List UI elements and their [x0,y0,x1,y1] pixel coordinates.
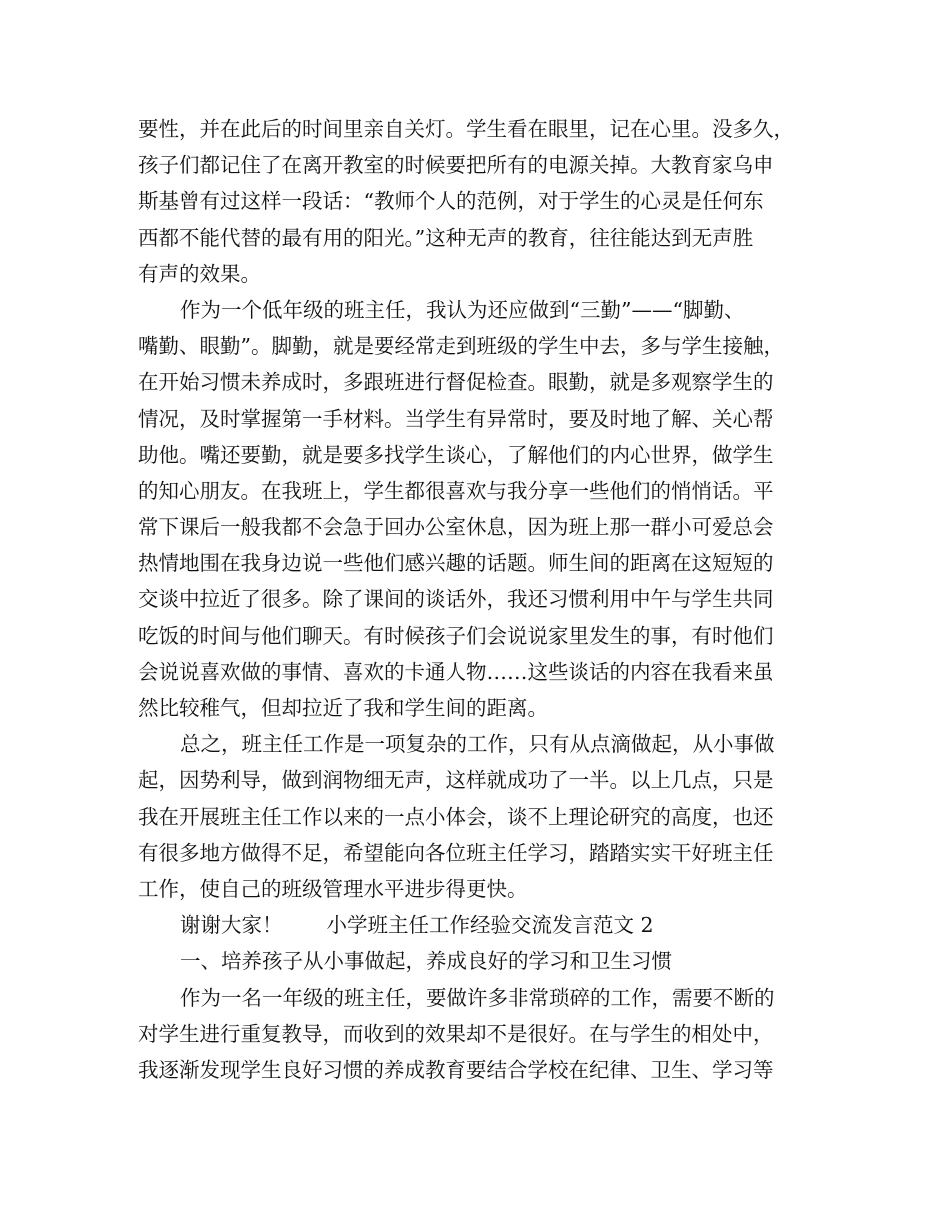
paragraph-line: 作为一名一年级的班主任，要做许多非常琐碎的工作，需要不断的 [180,985,775,1010]
paragraph-line: 西都不能代替的最有用的阳光。”这种无声的教育，往往能达到无声胜 [138,225,754,250]
paragraph-line: 对学生进行重复教导，而收到的效果却不是很好。在与学生的相处中， [138,1021,774,1046]
paragraph-line: 总之，班主任工作是一项复杂的工作，只有从点滴做起，从小事做 [180,732,775,757]
paragraph-line: 嘴勤、眼勤”。脚勤，就是要经常走到班级的学生中去，多与学生接触， [138,334,784,359]
paragraph-line: 吃饭的时间与他们聊天。有时候孩子们会说说家里发生的事，有时他们 [138,623,774,648]
paragraph-line: 我在开展班主任工作以来的一点小体会，谈不上理论研究的高度，也还 [138,804,774,829]
paragraph-line: 的知心朋友。在我班上，学生都很喜欢与我分享一些他们的悄悄话。平 [138,478,774,503]
paragraph-line: 交谈中拉近了很多。除了课间的谈话外，我还习惯利用中午与学生共同 [138,587,774,612]
document-body [138,111,820,1088]
paragraph-line: 我逐渐发现学生良好习惯的养成教育要结合学校在纪律、卫生、学习等 [138,1057,774,1082]
paragraph-line: 工作，使自己的班级管理水平进步得更快。 [138,876,528,901]
paragraph-line: 然比较稚气，但却拉近了我和学生间的距离。 [138,696,548,720]
thanks-text: 谢谢大家！ [180,913,283,938]
paragraph-line: 孩子们都记住了在离开教室的时候要把所有的电源关掉。大教育家乌申 [138,153,774,178]
section-heading: 一、培养孩子从小事做起，养成良好的学习和卫生习惯 [180,949,672,974]
paragraph-line: 常下课后一般我都不会急于回办公室休息，因为班上那一群小可爱总会 [138,515,774,540]
paragraph-line: 要性，并在此后的时间里亲自关灯。学生看在眼里，记在心里。没多久， [138,117,794,141]
paragraph-line: 起，因势利导，做到润物细无声，这样就成功了一半。以上几点，只是 [138,768,774,793]
paragraph-line: 助他。嘴还要勤，就是要多找学生谈心，了解他们的内心世界，做学生 [138,442,774,467]
paragraph-line: 有很多地方做得不足，希望能向各位班主任学习，踏踏实实干好班主任 [138,840,774,865]
paragraph-line: 斯基曾有过这样一段话：“教师个人的范例，对于学生的心灵是任何东 [138,189,764,214]
paragraph-line: 有声的效果。 [138,261,261,286]
paragraph-line: 会说说喜欢做的事情、喜欢的卡通人物……这些谈话的内容在我看来虽 [138,659,774,684]
thanks-and-title-line [138,907,820,943]
next-article-title: 小学班主任工作经验交流发言范文 2 [326,913,654,938]
paragraph-line: 热情地围在我身边说一些他们感兴趣的话题。师生间的距离在这短短的 [138,551,774,576]
paragraph-line: 情况，及时掌握第一手材料。当学生有异常时，要及时地了解、关心帮 [138,406,774,431]
paragraph-line: 在开始习惯未养成时，多跟班进行督促检查。眼勤，就是多观察学生的 [138,370,774,395]
paragraph-line: 作为一个低年级的班主任，我认为还应做到“三勤”——“脚勤、 [180,297,745,322]
